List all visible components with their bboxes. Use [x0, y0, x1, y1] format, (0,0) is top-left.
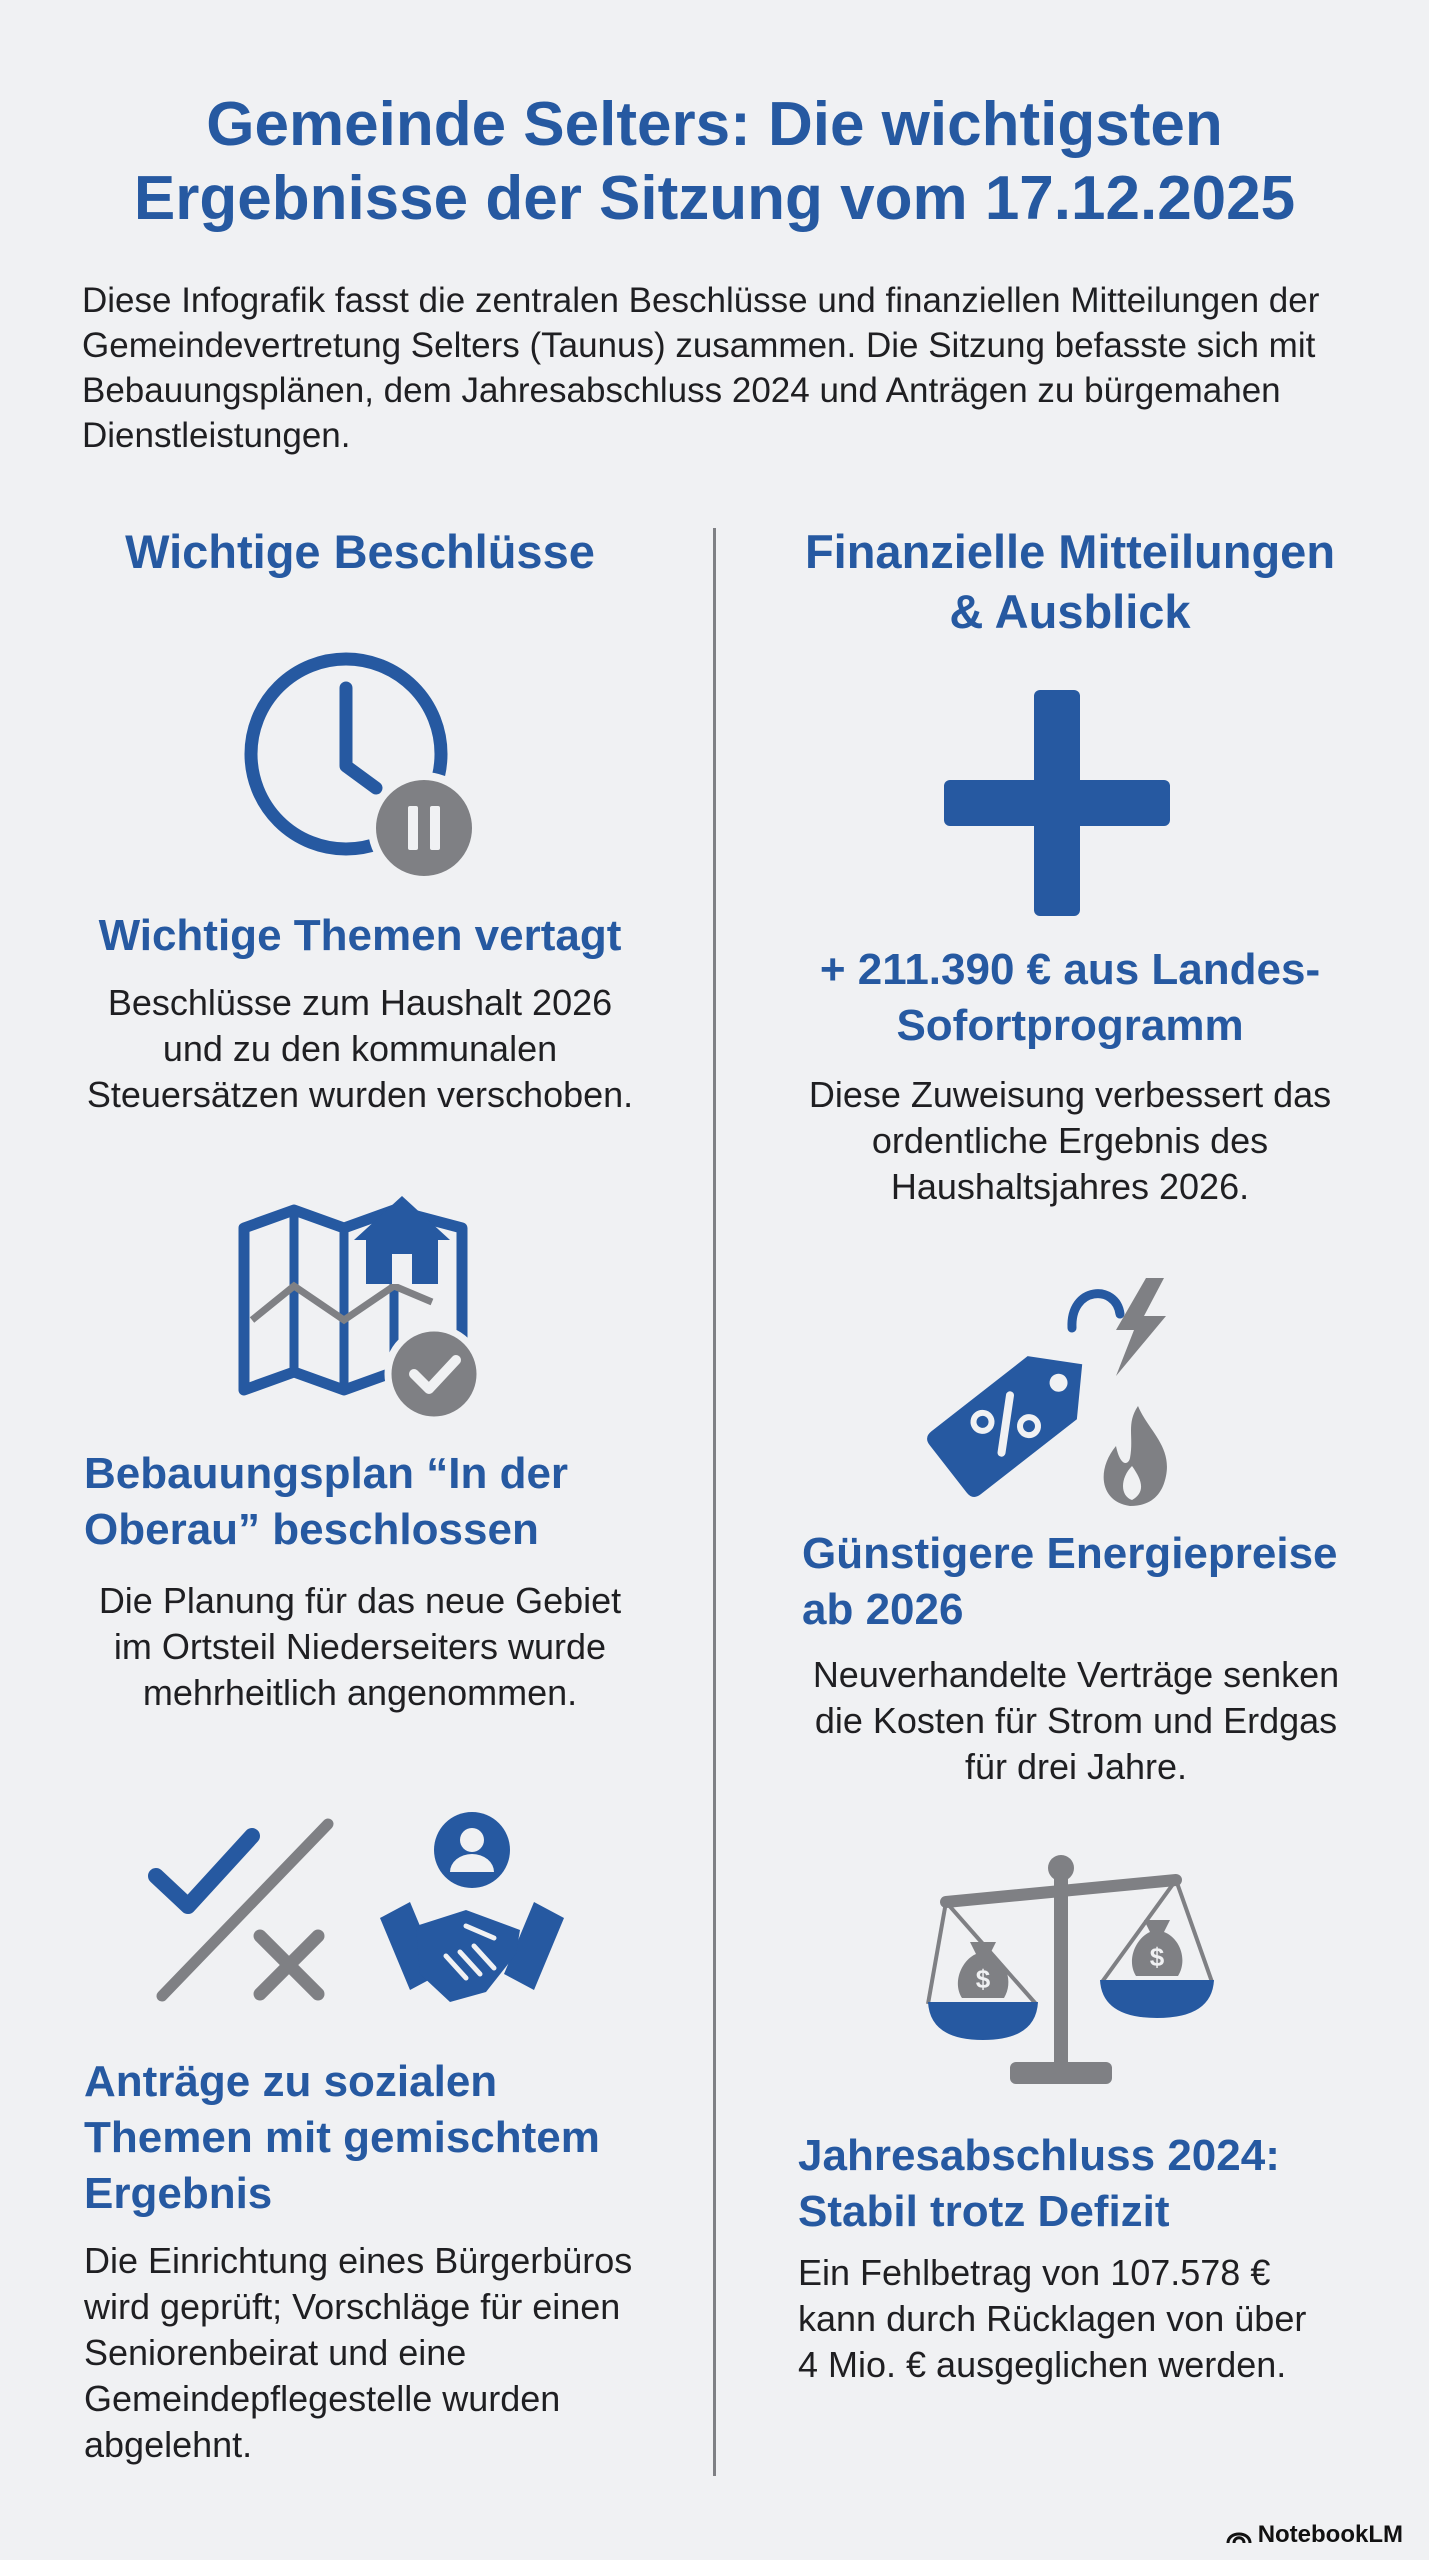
- clock-pause-icon: [236, 648, 486, 878]
- heading-line: Finanzielle Mitteilungen: [804, 525, 1336, 578]
- text-line: Die Planung für das neue Gebiet: [98, 1580, 622, 1621]
- text-line: Die Einrichtung eines Bürgerbüros: [84, 2240, 633, 2281]
- title-line: Sofortprogramm: [896, 1001, 1244, 1050]
- left-item-3-title: [84, 2054, 684, 2222]
- text-line: Seniorenbeirat und eine: [84, 2332, 467, 2373]
- page-title: [60, 88, 1369, 236]
- title-line: + 211.390 € aus Landes-: [819, 945, 1321, 994]
- text-line: im Ortsteil Niederseiters wurde: [113, 1626, 607, 1667]
- intro-text: Diese Infografik fasst die zentralen Beschlüsse und finanziellen Mitteilungen der Gemeindevertretung Selters (Taunus) zusammen. Die Sitzung befasste sich mit Bebauungsplänen, dem Jahresabschluss 2024 und Anträgen zu bürgemahen Dienstleistungen.: [82, 281, 1320, 455]
- title-line-1: Gemeinde Selters: Die wichtigsten: [206, 90, 1223, 159]
- brand-name: NotebookLM: [1257, 2521, 1403, 2548]
- text-line: Steuersätzen wurden verschoben.: [86, 1074, 634, 1115]
- text-line: Neuverhandelte Verträge senken: [812, 1654, 1340, 1695]
- balance-scale-icon: [926, 1850, 1216, 2094]
- text-line: Diese Zuweisung verbessert das: [808, 1074, 1332, 1115]
- text-line: kann durch Rücklagen von über: [798, 2298, 1307, 2339]
- title-line: Anträge zu sozialen: [84, 2057, 498, 2106]
- right-item-1-title: [760, 942, 1380, 1054]
- text-line: für drei Jahre.: [964, 1746, 1188, 1787]
- right-item-3-text: [798, 2250, 1398, 2388]
- right-item-2-text: [766, 1652, 1386, 1790]
- check-cross-handshake-icon: [148, 1806, 578, 2026]
- right-item-3-title: [798, 2128, 1398, 2240]
- left-item-2-text: [50, 1578, 670, 1716]
- title-line: Jahresabschluss 2024:: [798, 2131, 1280, 2180]
- title-line: Oberau” beschlossen: [84, 1505, 539, 1554]
- left-item-1-title-line: Wichtige Themen vertagt: [98, 911, 622, 960]
- title-line: Stabil trotz Defizit: [798, 2187, 1170, 2236]
- title-line: Themen mit gemischtem: [84, 2113, 600, 2162]
- text-line: Gemeindepflegestelle wurden: [84, 2378, 561, 2419]
- right-item-1-text: [760, 1072, 1380, 1210]
- text-line: ordentliche Ergebnis des: [871, 1120, 1269, 1161]
- right-column-heading: [760, 522, 1380, 642]
- text-line: mehrheitlich angenommen.: [142, 1672, 578, 1713]
- column-divider: [713, 528, 716, 2476]
- text-line: wird geprüft; Vorschläge für einen: [84, 2286, 621, 2327]
- left-column-heading: Wichtige Beschlüsse: [125, 525, 595, 578]
- title-line: ab 2026: [802, 1585, 964, 1634]
- title-line: Ergebnis: [84, 2169, 273, 2218]
- price-tag-energy-icon: [920, 1270, 1180, 1510]
- text-line: und zu den kommunalen: [162, 1028, 558, 1069]
- text-line: 4 Mio. € ausgeglichen werden.: [798, 2344, 1287, 2385]
- map-house-check-icon: [232, 1190, 492, 1420]
- brand-footer: [1226, 2520, 1403, 2550]
- title-line: Günstigere Energiepreise: [802, 1529, 1338, 1578]
- notebooklm-logo-icon: [1226, 2525, 1252, 2545]
- svg-text:$: $: [975, 1964, 991, 1994]
- text-line: abgelehnt.: [84, 2424, 253, 2465]
- text-line: Haushaltsjahres 2026.: [890, 1166, 1250, 1207]
- plus-icon: [944, 690, 1170, 916]
- left-item-1-text: [50, 980, 670, 1118]
- text-line: Ein Fehlbetrag von 107.578 €: [798, 2252, 1271, 2293]
- left-item-2-title: [84, 1446, 684, 1558]
- left-item-1-title: [60, 908, 660, 964]
- text-line: die Kosten für Strom und Erdgas: [814, 1700, 1338, 1741]
- svg-text:$: $: [1149, 1942, 1165, 1972]
- title-line: Bebauungsplan “In der: [84, 1449, 569, 1498]
- title-line-2: Ergebnisse der Sitzung vom 17.12.2025: [133, 164, 1296, 233]
- text-line: Beschlüsse zum Haushalt 2026: [107, 982, 613, 1023]
- right-item-2-title: [802, 1526, 1402, 1638]
- heading-line: & Ausblick: [949, 585, 1191, 638]
- left-item-3-text: [84, 2238, 684, 2468]
